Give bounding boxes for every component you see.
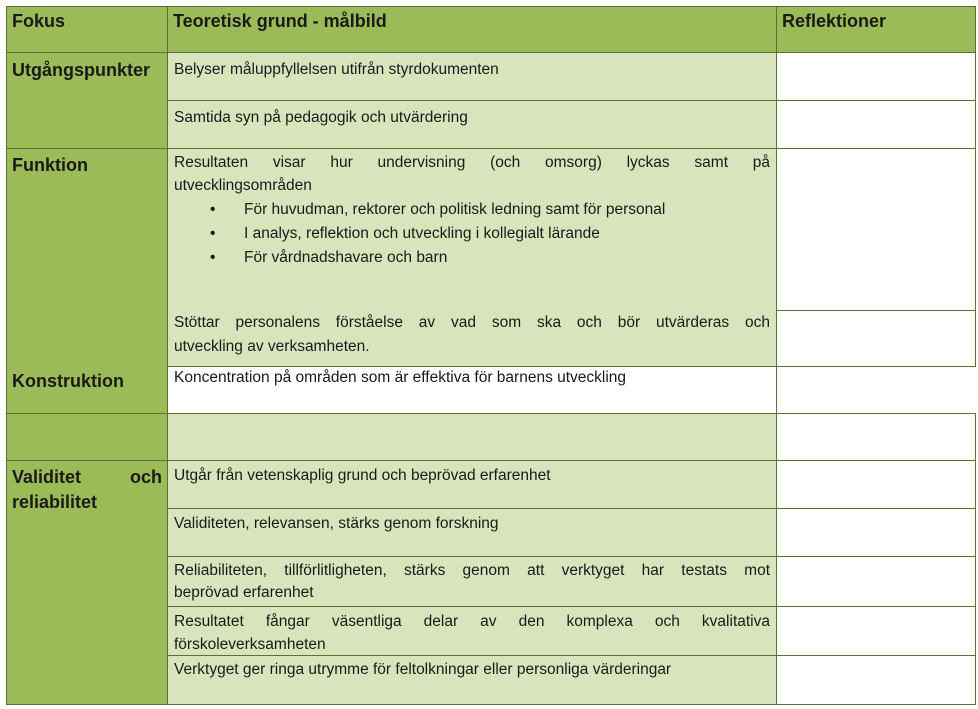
header-focus: Fokus [7,7,168,53]
reflection-field[interactable] [777,461,976,509]
theory-cell [168,557,777,607]
focus-label: Utgångspunkter [12,60,151,80]
evaluation-table [6,6,976,705]
theory-text: Utgår från vetenskaplig grund och beprövad erfarenhet [174,467,551,484]
table-row [7,149,976,311]
reflection-field[interactable] [777,607,976,656]
theory-text: utveckling av verksamheten. [174,338,370,355]
theory-cell: Resultaten visar hur undervisning (och omsorg) lyckas samt på utvecklingsområden För huvudman, rektorer och politisk ledning samt för personal I analys, reflektion och utveckling i kollegialt lärande För vårdnadshavare och barn Stöttar personalens förståelse av vad som ska och bör utvärderas och utveckling av verksamheten. Koncentration på områden som är effektiva för barnens utveckling [168,149,777,367]
theory-text: Reliabiliteten, tillförlitligheten, stärks genom att verktyget har testats mot [174,562,770,579]
header-theory: Teoretisk grund - målbild [168,7,777,53]
reflection-field[interactable] [777,101,976,149]
reflection-field[interactable] [777,656,976,705]
reflection-field[interactable] [777,557,976,607]
theory-cell [168,414,777,461]
theory-cell [168,101,777,149]
focus-cell-validitet [7,461,168,705]
table-row [7,53,976,101]
focus-cell-utgangspunkter [7,53,168,149]
theory-text: utvecklingsområden [174,177,312,194]
focus-cell-funktion-konstruktion [7,149,168,414]
theory-cell [168,461,777,509]
reflection-field[interactable] [777,53,976,101]
theory-text: Samtida syn på pedagogik och utvärdering [174,109,468,126]
theory-text: Validiteten, relevansen, stärks genom forskning [174,515,499,532]
focus-label: och [129,467,162,487]
header-reflections: Reflektioner [777,7,976,53]
theory-cell [168,656,777,705]
reflection-field[interactable] [777,509,976,557]
theory-text: Koncentration på områden som är effektiva för barnens utveckling [174,369,627,386]
theory-cell [168,509,777,557]
table-row [7,414,976,461]
theory-cell [168,53,777,101]
theory-text: Stöttar personalens förståelse av vad som ska och bör utvärderas och [174,314,770,331]
theory-text: beprövad erfarenhet [174,584,314,601]
focus-label: reliabilitet [12,492,98,512]
table-row [7,461,976,509]
theory-text: förskoleverksamheten [174,636,326,653]
reflection-field[interactable] [777,311,976,367]
focus-cell-spacer [7,414,168,461]
header-row [7,7,976,53]
theory-text: Resultaten visar hur undervisning (och omsorg) lyckas samt på [174,154,770,171]
theory-cell [168,607,777,656]
focus-label: Konstruktion [12,371,124,391]
focus-label: Validitet [12,467,82,487]
theory-text: Belyser måluppfyllelsen utifrån styrdokumenten [174,61,499,78]
reflection-field[interactable] [777,149,976,311]
reflection-field[interactable] [777,414,976,461]
focus-label: Funktion [12,155,88,175]
theory-text: Verktyget ger ringa utrymme för feltolkningar eller personliga värderingar [174,661,672,678]
theory-text: Resultatet fångar väsentliga delar av den komplexa och kvalitativa [174,613,770,630]
